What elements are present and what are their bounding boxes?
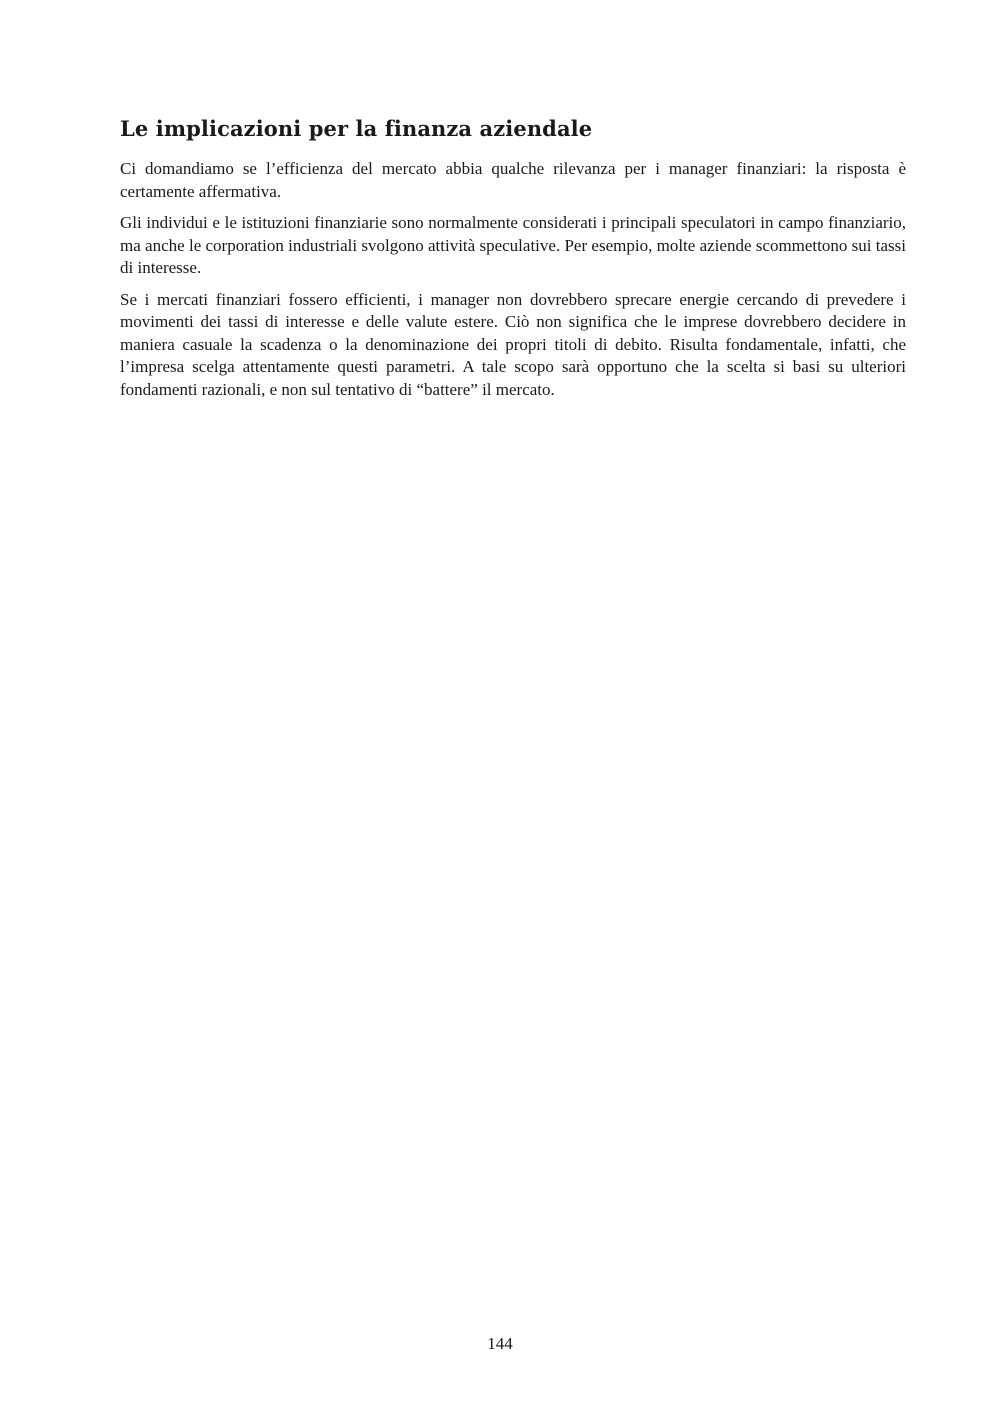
page-content <box>120 114 906 410</box>
page-number: 144 <box>487 1334 513 1353</box>
paragraph-1: Ci domandiamo se l’efficienza del mercato abbia qualche rilevanza per i manager finanziari: la risposta è certamente affermativa. <box>120 159 906 201</box>
section-title: Le implicazioni per la finanza aziendale <box>120 116 593 141</box>
paragraph-3: Se i mercati finanziari fossero efficienti, i manager non dovrebbero sprecare energie cercando di prevedere i movimenti dei tassi di interesse e delle valute estere. Ciò non significa che le imprese dovrebbero decidere in maniera casuale la scadenza o la denominazione dei propri titoli di debito. Risulta fondamentale, infatti, che l’impresa scelga attentamente questi parametri. A tale scopo sarà opportuno che la scelta si basi su ulteriori fondamenti razionali, e non sul tentativo di “battere” il mercato. <box>120 289 906 399</box>
paragraph-2: Gli individui e le istituzioni finanziarie sono normalmente considerati i principali speculatori in campo finanziario, ma anche le corporation industriali svolgono attività speculative. Per esempio, molte aziende scommettono sui tassi di interesse. <box>120 213 906 277</box>
